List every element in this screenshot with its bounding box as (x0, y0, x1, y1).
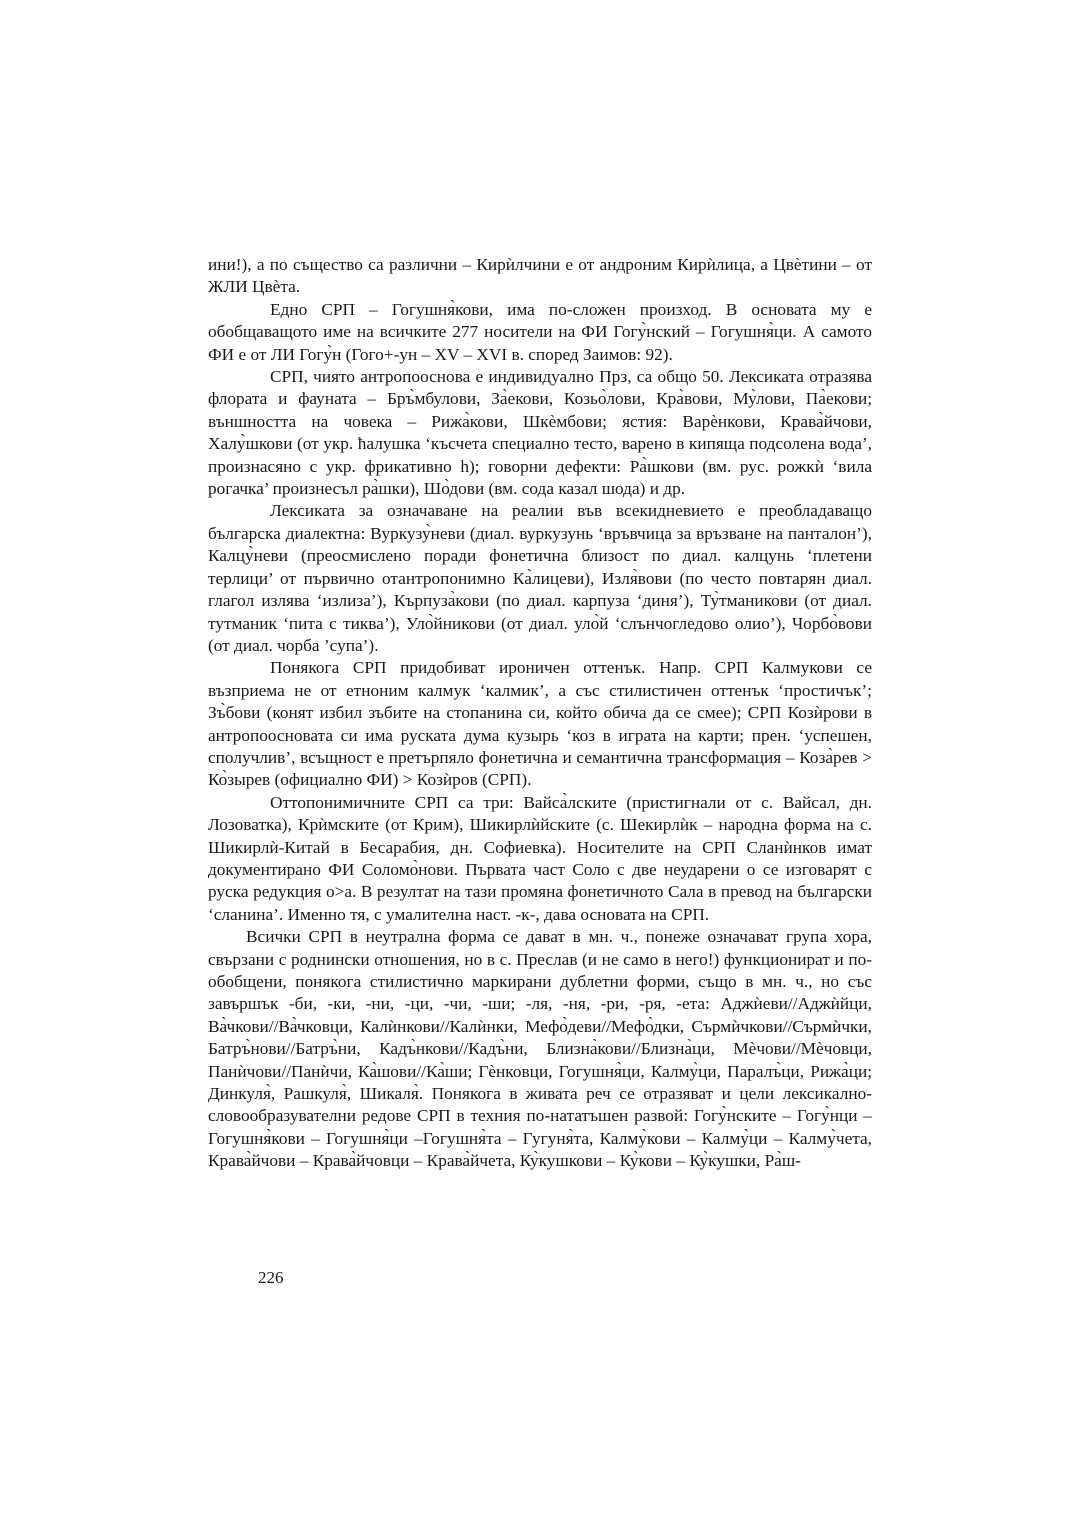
paragraph-ironic-shade: Понякога СРП придобиват ироничен оттенък. Напр. СРП Калмукови се възприема не от етноним калмук ‘калмик’, а със стилистичен оттенък ‘простичък’; Зъ̀бови (конят избил зъбите на стопанина си, който обича да се смее); СРП Козѝрови в антропоосновата си има руската дума кузырь ‘коз в играта на карти; прен. ‘успешен, сполучлив’, всъщност е претърпяло фонетична и семантична трансформация – Коза̀рев > Ко̀зырев (официално ФИ) > Козѝров (СРП). (208, 658, 872, 790)
paragraph-plural-forms: Всички СРП в неутрална форма се дават в мн. ч., понеже означават група хора, свързани с роднински отношения, но в с. Преслав (и не само в него!) функционират и по-обобщени, понякога стилистично маркирани дублетни форми, също в мн. ч., но със завършък -би, -ки, -ни, -ци, -чи, -ши; -ля, -ня, -ри, -ря, -ета: Аджѝеви//Аджѝйци, Ва̀чкови//Ва̀чковци, Калѝнкови//Калѝнки, Мефо̀деви//Мефо̀дки, Сърмѝчкови//Сърмѝчки, Батръ̀нови//Батръ̀ни, Кадъ̀нкови//Кадъ̀ни, Близна̀кови//Близна̀ци, Мѐчови//Мѐчовци, Панѝчови//Панѝчи, Ка̀шови//Ка̀ши; Гѐнковци, Гогушня̀ци, Калму̀ци, Паралъ̀ци, Рижа̀ци; Динкуля̀, Рашкуля̀, Шикаля̀. Понякога в живата реч се отразяват и цели лексикално-словообразувателни редове СРП в техния по-нататъшен развой: Гогу̀нските – Гогу̀нци – Гогушня̀кови – Гогушня̀ци –Гогушня̀та – Гугуня̀та, Калму̀кови – Калму̀ци – Калму̀чета, Крава̀йчови – Крава̀йчовци – Крава̀йчета, Ку̀кушкови – Ку̀кови – Ку̀кушки, Ра̀ш- (208, 927, 872, 1171)
page-number: 226 (258, 1268, 284, 1287)
body-text (208, 254, 872, 1173)
paragraph-gogushnyakovi: Едно СРП – Гогушня̀кови, има по-сложен произход. В основата му е обобщаващото име на всичките 277 носители на ФИ Гогу̀нский – Гогушня̀ци. А самото ФИ е от ЛИ Гогу̀н (Гого+-ун – XV – XVI в. според Заимов: 92). (208, 299, 872, 364)
paragraph-continuation: ини!), а по същество са различни – Кирѝлчини е от андроним Кирѝлица, а Цвѐтини – от ЖЛИ Цвѐта. (208, 255, 872, 297)
paragraph-anthropobase: СРП, чиято антропооснова е индивидуално Прз, са общо 50. Лексиката отразява флората и фауната – Бръ̀мбулови, За̀екови, Козьо̀лови, Кра̀вови, Му̀лови, Па̀екови; външността на човека – Рижа̀кови, Шкѐмбови; ястия: Варѐнкови, Крава̀йчови, Халу̀шкови (от укр. ћалушка ‘късчета специално тесто, варено в кипяща подсолена вода’, произнасяно с укр. фрикативно h); говорни дефекти: Ра̀шкови (вм. рус. рожкѝ ‘вила рогачка’ произнесъл ра̀шки), Шо̀дови (вм. сода казал шода) и др. (208, 367, 872, 499)
paragraph-toponymic: Оттопонимичните СРП са три: Вайса̀лските (пристигнали от с. Вайсал, дн. Лозоватка), Крѝмските (от Крим), Шикирлѝйските (с. Шекирлѝк – народна форма на с. Шикирлѝ-Китай в Бесарабия, дн. Софиевка). Носителите на СРП Сланѝнков имат документирано ФИ Соломо̀нови. Първата част Соло с две неударени о се изговарят с руска редукция о>а. В резултат на тази промяна фонетичното Сала в превод на български ‘сланина’. Именно тя, с умалителна наст. -к-, дава основата на СРП. (208, 792, 872, 924)
paragraph-dialect-lexicon: Лексиката за означаване на реалии във всекидневието е преобладаващо българска диалектна: Вуркузу̀неви (диал. вуркузунь ‘връвчица за връзване на панталон’), Калцу̀неви (преосмислено поради фонетична близост по диал. калцунь ‘плетени терлици’ от първично отантропонимно Ка̀лицеви), Изля̀вови (по често повтарян диал. глагол излява ‘излиза’), Кърпуза̀кови (по диал. карпуза ‘диня’), Ту̀тманикови (от диал. тутманик ‘пита с тиква’), Уло̀йникови (от диал. уло̀й ‘слънчогледово олио’), Чорбо̀вови (от диал. чорба ’супа’). (208, 501, 872, 655)
